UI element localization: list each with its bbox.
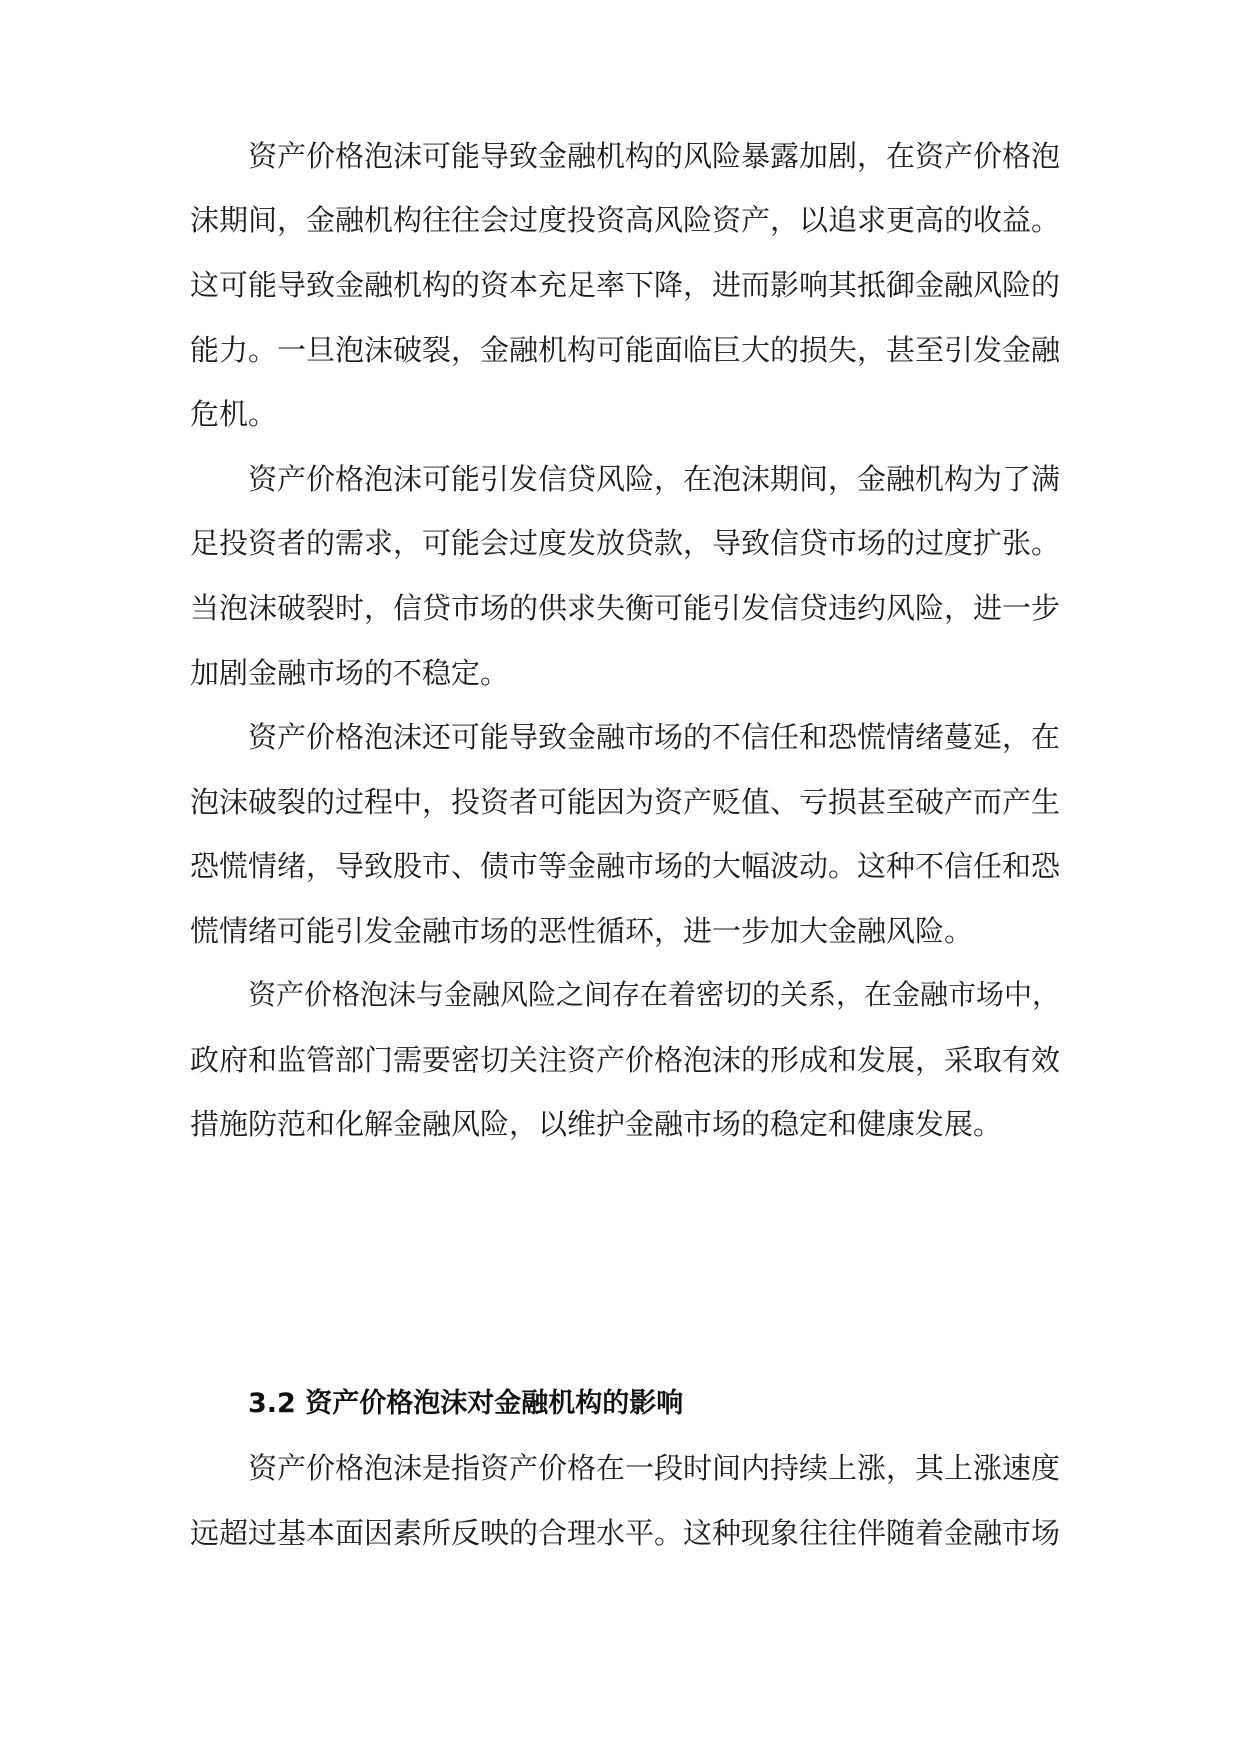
paragraph-line: 措施防范和化解金融风险，以维护金融市场的稳定和健康发展。 [190,1107,1003,1141]
paragraph-line: 能力。一旦泡沫破裂，金融机构可能面临巨大的损失，甚至引发金融 [190,333,1061,367]
paragraph-line: 资产价格泡沫是指资产价格在一段时间内持续上涨，其上涨速度 [248,1451,1061,1485]
paragraph-line: 危机。 [190,397,278,431]
paragraph-line: 泡沫破裂的过程中，投资者可能因为资产贬值、亏损甚至破产而产生 [190,785,1061,819]
paragraph-line: 远超过基本面因素所反映的合理水平。这种现象往往伴随着金融市场 [190,1516,1061,1550]
section-heading: 3.2 资产价格泡沫对金融机构的影响 [248,1388,684,1419]
paragraph-line: 慌情绪可能引发金融市场的恶性循环，进一步加大金融风险。 [190,914,974,948]
paragraph-line: 资产价格泡沫还可能导致金融市场的不信任和恐慌情绪蔓延，在 [248,720,1061,754]
paragraph-line: 当泡沫破裂时，信贷市场的供求失衡可能引发信贷违约风险，进一步 [190,591,1061,625]
paragraph-line: 资产价格泡沫与金融风险之间存在着密切的关系，在金融市场中， [248,978,1061,1011]
paragraph-line: 足投资者的需求，可能会过度发放贷款，导致信贷市场的过度扩张。 [190,526,1061,560]
paragraph-line: 加剧金融市场的不稳定。 [190,656,510,690]
paragraph-line: 资产价格泡沫可能导致金融机构的风险暴露加剧，在资产价格泡 [248,139,1061,173]
paragraph-line: 这可能导致金融机构的资本充足率下降，进而影响其抵御金融风险的 [190,268,1061,302]
paragraph-line: 政府和监管部门需要密切关注资产价格泡沫的形成和发展，采取有效 [190,1043,1061,1077]
paragraph-line: 恐慌情绪，导致股市、债市等金融市场的大幅波动。这种不信任和恐 [190,849,1061,883]
paragraph-line: 资产价格泡沫可能引发信贷风险，在泡沫期间，金融机构为了满 [248,462,1061,496]
paragraph-line: 沫期间，金融机构往往会过度投资高风险资产，以追求更高的收益。 [190,203,1061,237]
